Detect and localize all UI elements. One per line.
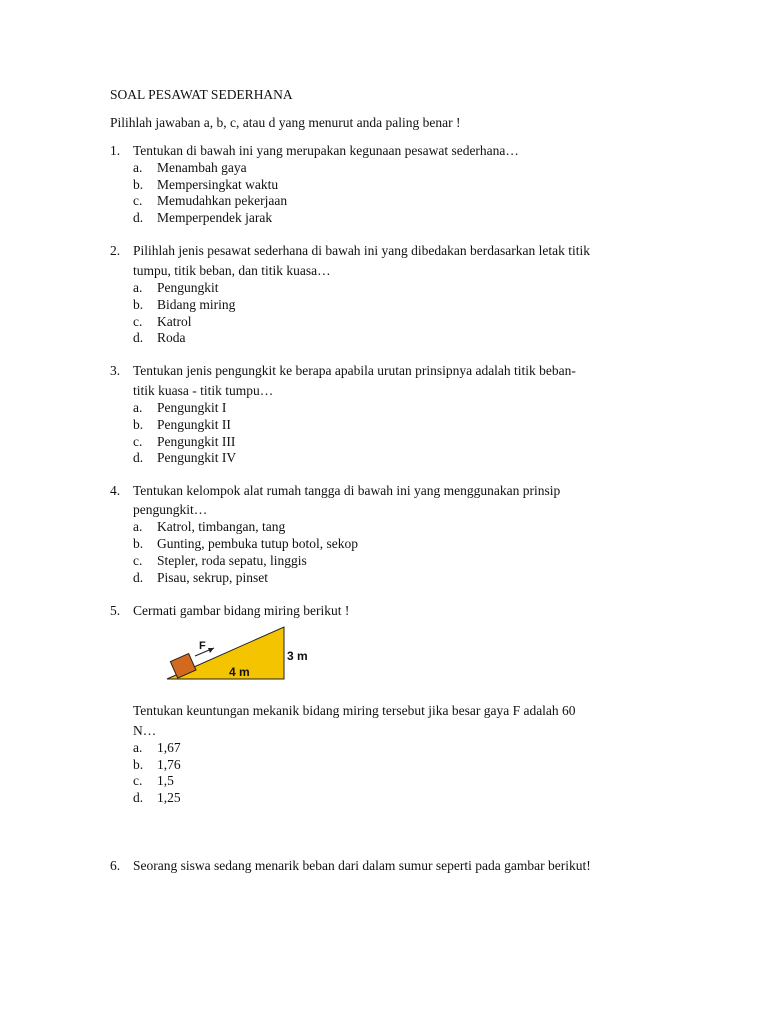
option-letter: b. — [133, 757, 144, 772]
option-letter: a. — [133, 740, 143, 755]
option-text: Pengungkit IV — [157, 450, 237, 465]
instruction-text: Pilihlah jawaban a, b, c, atau d yang menurut anda paling benar ! — [110, 115, 461, 130]
option-letter: d. — [133, 570, 144, 585]
question-text: tumpu, titik beban, dan titik kuasa… — [133, 263, 331, 278]
option-letter: c. — [133, 553, 143, 568]
question-text: Cermati gambar bidang miring berikut ! — [133, 603, 350, 618]
option-letter: a. — [133, 519, 143, 534]
option-text: Pengungkit III — [157, 434, 236, 449]
force-label: F — [199, 640, 206, 652]
option-text: Menambah gaya — [157, 160, 247, 175]
question-text: Tentukan di bawah ini yang merupakan kegunaan pesawat sederhana… — [133, 143, 519, 158]
option-letter: d. — [133, 330, 144, 345]
option-letter: a. — [133, 160, 143, 175]
document-title: SOAL PESAWAT SEDERHANA — [110, 87, 293, 102]
question-text: Pilihlah jenis pesawat sederhana di bawah ini yang dibedakan berdasarkan letak titik — [133, 243, 590, 258]
base-length-label: 4 m — [229, 665, 250, 679]
question-number: 3. — [110, 363, 121, 378]
question-text: Tentukan keuntungan mekanik bidang miring tersebut jika besar gaya F adalah 60 — [133, 703, 576, 718]
option-text: Memperpendek jarak — [157, 210, 273, 225]
option-text: Pengungkit — [157, 280, 219, 295]
option-text: Pengungkit II — [157, 417, 231, 432]
option-letter: b. — [133, 536, 144, 551]
option-text: Katrol — [157, 314, 192, 329]
option-letter: c. — [133, 773, 143, 788]
option-text: Katrol, timbangan, tang — [157, 519, 286, 534]
option-letter: c. — [133, 314, 143, 329]
question-number: 1. — [110, 143, 121, 158]
option-text: Gunting, pembuka tutup botol, sekop — [157, 536, 358, 551]
option-letter: c. — [133, 434, 143, 449]
option-text: Mempersingkat waktu — [157, 177, 279, 192]
option-text: Stepler, roda sepatu, linggis — [157, 553, 307, 568]
option-text: Bidang miring — [157, 297, 236, 312]
option-letter: b. — [133, 417, 144, 432]
option-letter: b. — [133, 297, 144, 312]
question-text: Tentukan kelompok alat rumah tangga di bawah ini yang menggunakan prinsip — [133, 483, 561, 498]
option-letter: d. — [133, 210, 144, 225]
question-number: 5. — [110, 603, 121, 618]
question-number: 2. — [110, 243, 121, 258]
option-text: Roda — [157, 330, 186, 345]
question-text: titik kuasa - titik tumpu… — [133, 383, 274, 398]
question-text: pengungkit… — [133, 502, 208, 517]
option-letter: b. — [133, 177, 144, 192]
option-text: Pisau, sekrup, pinset — [157, 570, 268, 585]
option-letter: a. — [133, 400, 143, 415]
option-text: 1,5 — [157, 773, 174, 788]
option-text: 1,25 — [157, 790, 181, 805]
option-letter: d. — [133, 450, 144, 465]
option-letter: a. — [133, 280, 143, 295]
option-text: Pengungkit I — [157, 400, 227, 415]
question-number: 6. — [110, 858, 121, 873]
height-label: 3 m — [287, 649, 308, 663]
question-text: Seorang siswa sedang menarik beban dari dalam sumur seperti pada gambar berikut! — [133, 858, 591, 873]
option-text: Memudahkan pekerjaan — [157, 193, 288, 208]
option-letter: c. — [133, 193, 143, 208]
option-letter: d. — [133, 790, 144, 805]
question-number: 4. — [110, 483, 121, 498]
question-text: N… — [133, 723, 157, 738]
question-text: Tentukan jenis pengungkit ke berapa apabila urutan prinsipnya adalah titik beban- — [133, 363, 576, 378]
option-text: 1,76 — [157, 757, 181, 772]
inclined-plane-figure — [165, 625, 325, 683]
option-text: 1,67 — [157, 740, 181, 755]
